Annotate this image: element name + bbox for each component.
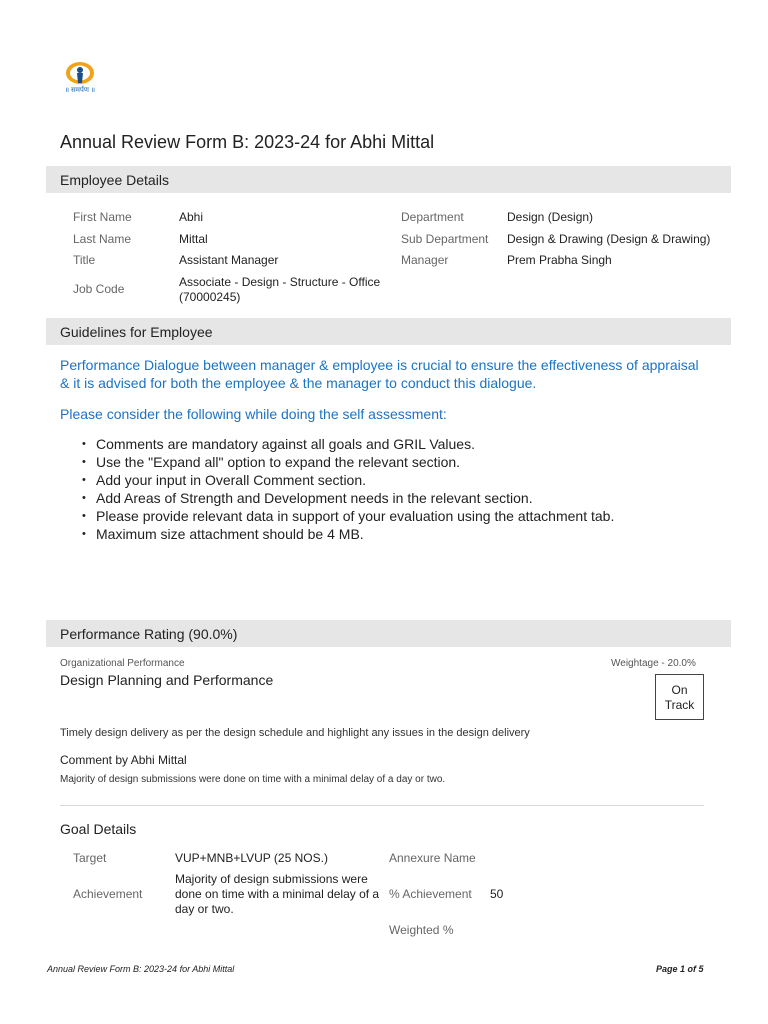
- sub-department-label: Sub Department: [401, 232, 489, 246]
- pct-achievement-label: % Achievement: [389, 887, 472, 901]
- manager-label: Manager: [401, 253, 449, 267]
- achievement-value-line2: done on time with a minimal delay of a: [175, 887, 380, 901]
- annexure-label: Annexure Name: [389, 851, 476, 865]
- sub-department-value: Design & Drawing (Design & Drawing): [507, 232, 711, 246]
- status-line1: On: [671, 683, 688, 697]
- list-item: • Add Areas of Strength and Development needs in the relevant section.: [82, 489, 614, 507]
- guidelines-intro-line1: Performance Dialogue between manager & employee is crucial to ensure the effectiveness of appraisal: [60, 357, 699, 373]
- manager-value: Prem Prabha Singh: [507, 253, 612, 267]
- comment-heading: Comment by Abhi Mittal: [60, 753, 187, 767]
- footer-title: Annual Review Form B: 2023-24 for Abhi Mittal: [47, 964, 235, 974]
- section-heading: Employee Details: [60, 172, 169, 188]
- job-code-value-line2: (70000245): [179, 290, 241, 304]
- list-item: • Maximum size attachment should be 4 MB.: [82, 525, 614, 543]
- job-code-label: Job Code: [73, 282, 125, 296]
- title-value: Assistant Manager: [179, 253, 279, 267]
- target-label: Target: [73, 851, 107, 865]
- achievement-label: Achievement: [73, 887, 143, 901]
- first-name-label: First Name: [73, 210, 132, 224]
- last-name-label: Last Name: [73, 232, 132, 246]
- status-line2: Track: [664, 698, 695, 712]
- last-name-value: Mittal: [179, 232, 208, 246]
- comment-text: Majority of design submissions were done on time with a minimal delay of a day or two.: [60, 774, 446, 785]
- job-code-value-line1: Associate - Design - Structure - Office: [179, 275, 381, 289]
- guidelines-intro-line2: & it is advised for both the employee & the manager to conduct this dialogue.: [60, 375, 537, 391]
- target-value: VUP+MNB+LVUP (25 NOS.): [175, 851, 328, 865]
- list-item: • Use the "Expand all" option to expand the relevant section.: [82, 453, 614, 471]
- guidelines-consider: Please consider the following while doing the self assessment:: [60, 406, 447, 422]
- page-title: Annual Review Form B: 2023-24 for Abhi Mittal: [60, 132, 435, 152]
- first-name-value: Abhi: [179, 210, 204, 224]
- divider: [60, 805, 704, 806]
- guidelines-list: [82, 435, 614, 543]
- goal-name: Design Planning and Performance: [60, 672, 274, 688]
- guidelines-header: [46, 318, 731, 345]
- department-label: Department: [401, 210, 464, 224]
- pct-achievement-value: 50: [490, 887, 504, 901]
- logo-caption: ॥ समर्पण ॥: [64, 87, 96, 94]
- goal-weightage: Weightage - 20.0%: [611, 658, 696, 669]
- section-heading: Performance Rating (90.0%): [60, 626, 238, 642]
- goal-details-heading: Goal Details: [60, 821, 137, 837]
- section-heading: Guidelines for Employee: [60, 324, 213, 340]
- performance-rating-header: [46, 620, 731, 647]
- list-item: • Please provide relevant data in support of your evaluation using the attachment tab.: [82, 507, 614, 525]
- goal-category: Organizational Performance: [60, 658, 185, 669]
- status-badge: [655, 674, 704, 720]
- achievement-value-line3: day or two.: [175, 902, 234, 916]
- employee-details-header: [46, 166, 731, 193]
- title-label: Title: [73, 253, 96, 267]
- list-item: • Comments are mandatory against all goals and GRIL Values.: [82, 435, 614, 453]
- department-value: Design (Design): [507, 210, 594, 224]
- page-number: Page 1 of 5: [656, 964, 704, 974]
- achievement-value-line1: Majority of design submissions were: [175, 872, 368, 886]
- weighted-label: Weighted %: [389, 923, 454, 937]
- list-item: • Add your input in Overall Comment section.: [82, 471, 614, 489]
- goal-description: Timely design delivery as per the design schedule and highlight any issues in the design delivery: [60, 727, 530, 739]
